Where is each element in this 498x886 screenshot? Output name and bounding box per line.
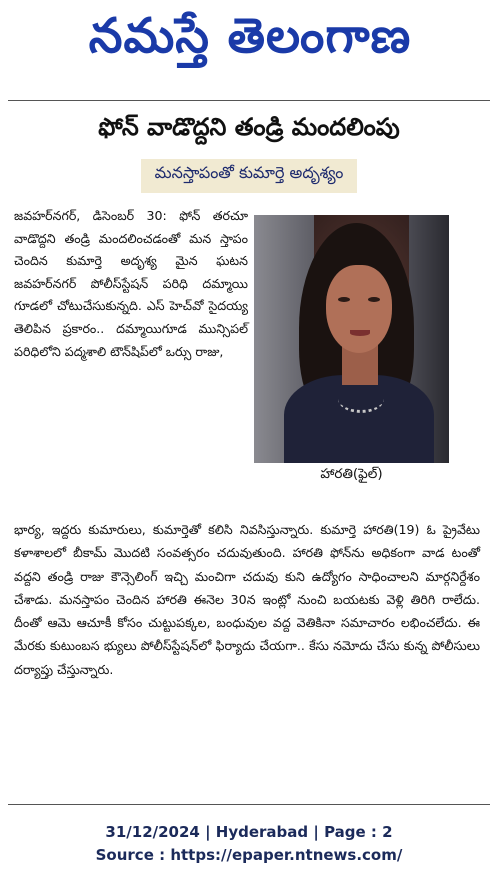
photo-face [326,265,392,353]
divider-bottom [8,804,490,805]
article-paragraph: జవహర్‌నగర్, డిసెంబర్ 30: ఫోన్ తరచూ వాడొద్దని తండ్రి మందలించడంతో మన స్తాపం చెందిన కుమార్తె అదృశ్య మైన ఘటన జవహర్‌నగర్ పోలీస్‌స్టేషన్ పరిధి దమ్మాయి గూడలో చోటుచేసుకున్నది. ఎస్ హెచ్‌వో సైదయ్య తెలిపిన ప్రకారం.. దమ్మాయిగూడ మున్సిపల్ పరిధిలోని పద్మశాలి టౌన్‌షిప్‌లో ఒర్సు రాజు, [14,208,248,359]
photo-eye [368,297,380,302]
article-column [14,205,248,519]
photo-mouth [350,330,370,336]
photo-eye [338,297,350,302]
divider-top [8,100,490,101]
subheadline-wrap [0,159,498,193]
photo-necklace [338,385,384,413]
article-body [14,518,480,796]
footer-source: Source : https://epaper.ntnews.com/ [95,846,403,864]
footer-dateline: 31/12/2024 | Hyderabad | Page : 2 [105,823,393,841]
photo-caption: హారతి(ఫైల్) [320,465,383,482]
headline: ఫోన్ వాడొద్దని తండ్రి మందలింపు [98,113,400,141]
article-paragraph: భార్య, ఇద్దరు కుమారులు, కుమార్తెతో కలిసి నివసిస్తున్నారు. కుమార్తె హారతి(19) ఓ ప్రైవేటు కళాశాలలో బీకామ్ మొదటి సంవత్సరం చదువుతుంది. హారతి ఫోన్‌ను అధికంగా వాడ టంతో వద్దని తండ్రి రాజు కౌన్సెలింగ్ ఇచ్చి మంచిగా చదువు కుని ఉద్యోగం సాధించాలని మార్గనిర్దేశం చేశాడు. మనస్తాపం చెందిన హారతి ఈనెల 30న ఇంట్లో నుంచి బయటకు వెళ్లి తిరిగి రాలేదు. దీంతో ఆమె ఆచూకీ కోసం చుట్టుపక్కల, బంధువుల వద్ద వెతికినా సమాచారం లభించలేదు. ఈ మేరకు కుటుంబస భ్యులు పోలీస్‌స్టేషన్‌లో ఫిర్యాదు చేయగా.. కేసు నమోదు చేసు కున్న పోలీసులు దర్యాప్తు చేస్తున్నారు. [14,522,480,677]
masthead-logo: నమస్తే తెలంగాణ [88,8,412,64]
article-photo [254,215,449,463]
subheadline: మనస్తాపంతో కుమార్తె అదృశ్యం [141,159,358,193]
